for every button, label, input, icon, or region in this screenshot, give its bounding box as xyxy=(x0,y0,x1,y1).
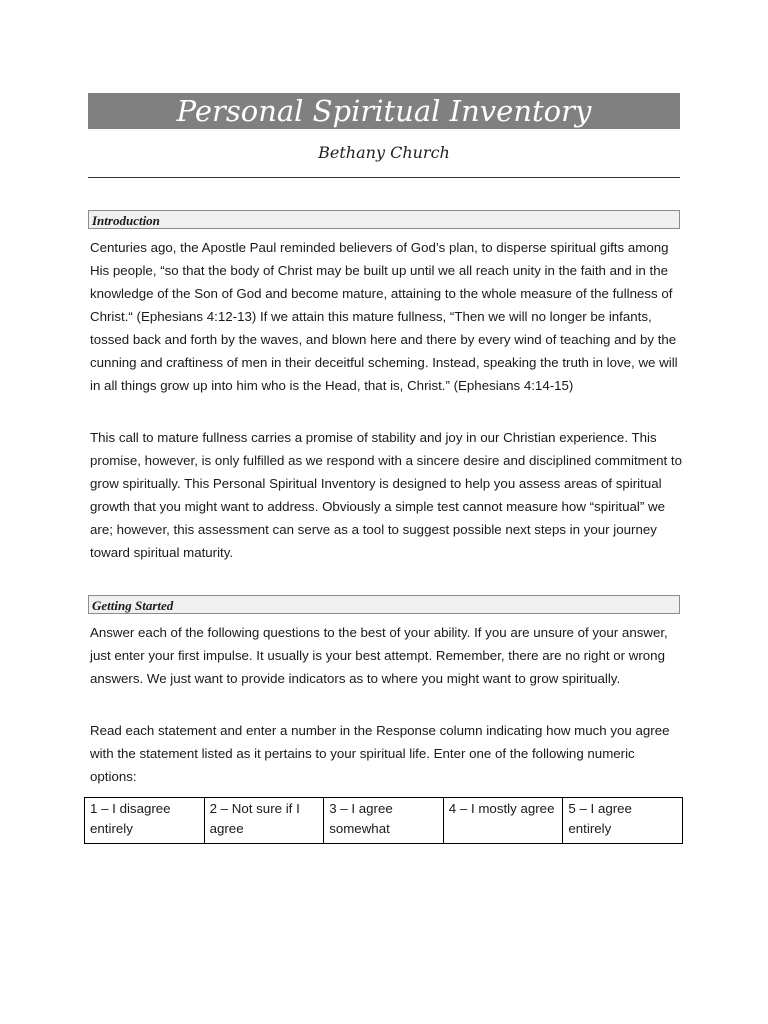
getting-started-heading: Getting Started xyxy=(88,595,680,614)
scale-option-3: 3 – I agree somewhat xyxy=(324,798,444,844)
church-name: Bethany Church xyxy=(318,143,450,162)
scale-option-2: 2 – Not sure if I agree xyxy=(204,798,324,844)
scale-option-1: 1 – I disagree entirely xyxy=(85,798,205,844)
scale-option-4: 4 – I mostly agree xyxy=(443,798,563,844)
title-divider xyxy=(88,177,680,178)
response-scale-row xyxy=(85,798,683,844)
scale-option-5: 5 – I agree entirely xyxy=(563,798,683,844)
introduction-paragraph-2: This call to mature fullness carries a promise of stability and joy in our Christian experience. This promise, however, is only fulfilled as we respond with a sincere desire and disciplined commitment to grow spiritually. This Personal Spiritual Inventory is designed to help you assess areas of spiritual growth that you might want to address. Obviously a simple test cannot measure how “spiritual” we are; however, this assessment can serve as a tool to suggest possible next steps in your journey toward spiritual maturity. xyxy=(90,430,682,560)
introduction-paragraph-1: Centuries ago, the Apostle Paul reminded believers of God’s plan, to disperse spiritual gifts among His people, “so that the body of Christ may be built up until we all reach unity in the faith and in the knowledge of the Son of God and become mature, attaining to the whole measure of the fullness of Christ.“ (Ephesians 4:12-13) If we attain this mature fullness, “Then we will no longer be infants, tossed back and forth by the waves, and blown here and there by every wind of teaching and by the cunning and craftiness of men in their deceitful scheming. Instead, speaking the truth in love, we will in all things grow up into him who is the Head, that is, Christ.” (Ephesians 4:14-15) xyxy=(90,240,678,393)
document-title: Personal Spiritual Inventory xyxy=(88,93,680,129)
introduction-heading: Introduction xyxy=(88,210,680,229)
getting-started-paragraph-1: Answer each of the following questions to the best of your ability. If you are unsure of your answer, just enter your first impulse. It usually is your best attempt. Remember, there are no right or wrong answers. We just want to provide indicators as to where you might want to grow spiritually. xyxy=(90,625,668,686)
getting-started-paragraph-2: Read each statement and enter a number in the Response column indicating how much you agree with the statement listed as it pertains to your spiritual life. Enter one of the following numeric options: xyxy=(90,723,670,784)
response-scale-table xyxy=(84,797,683,844)
